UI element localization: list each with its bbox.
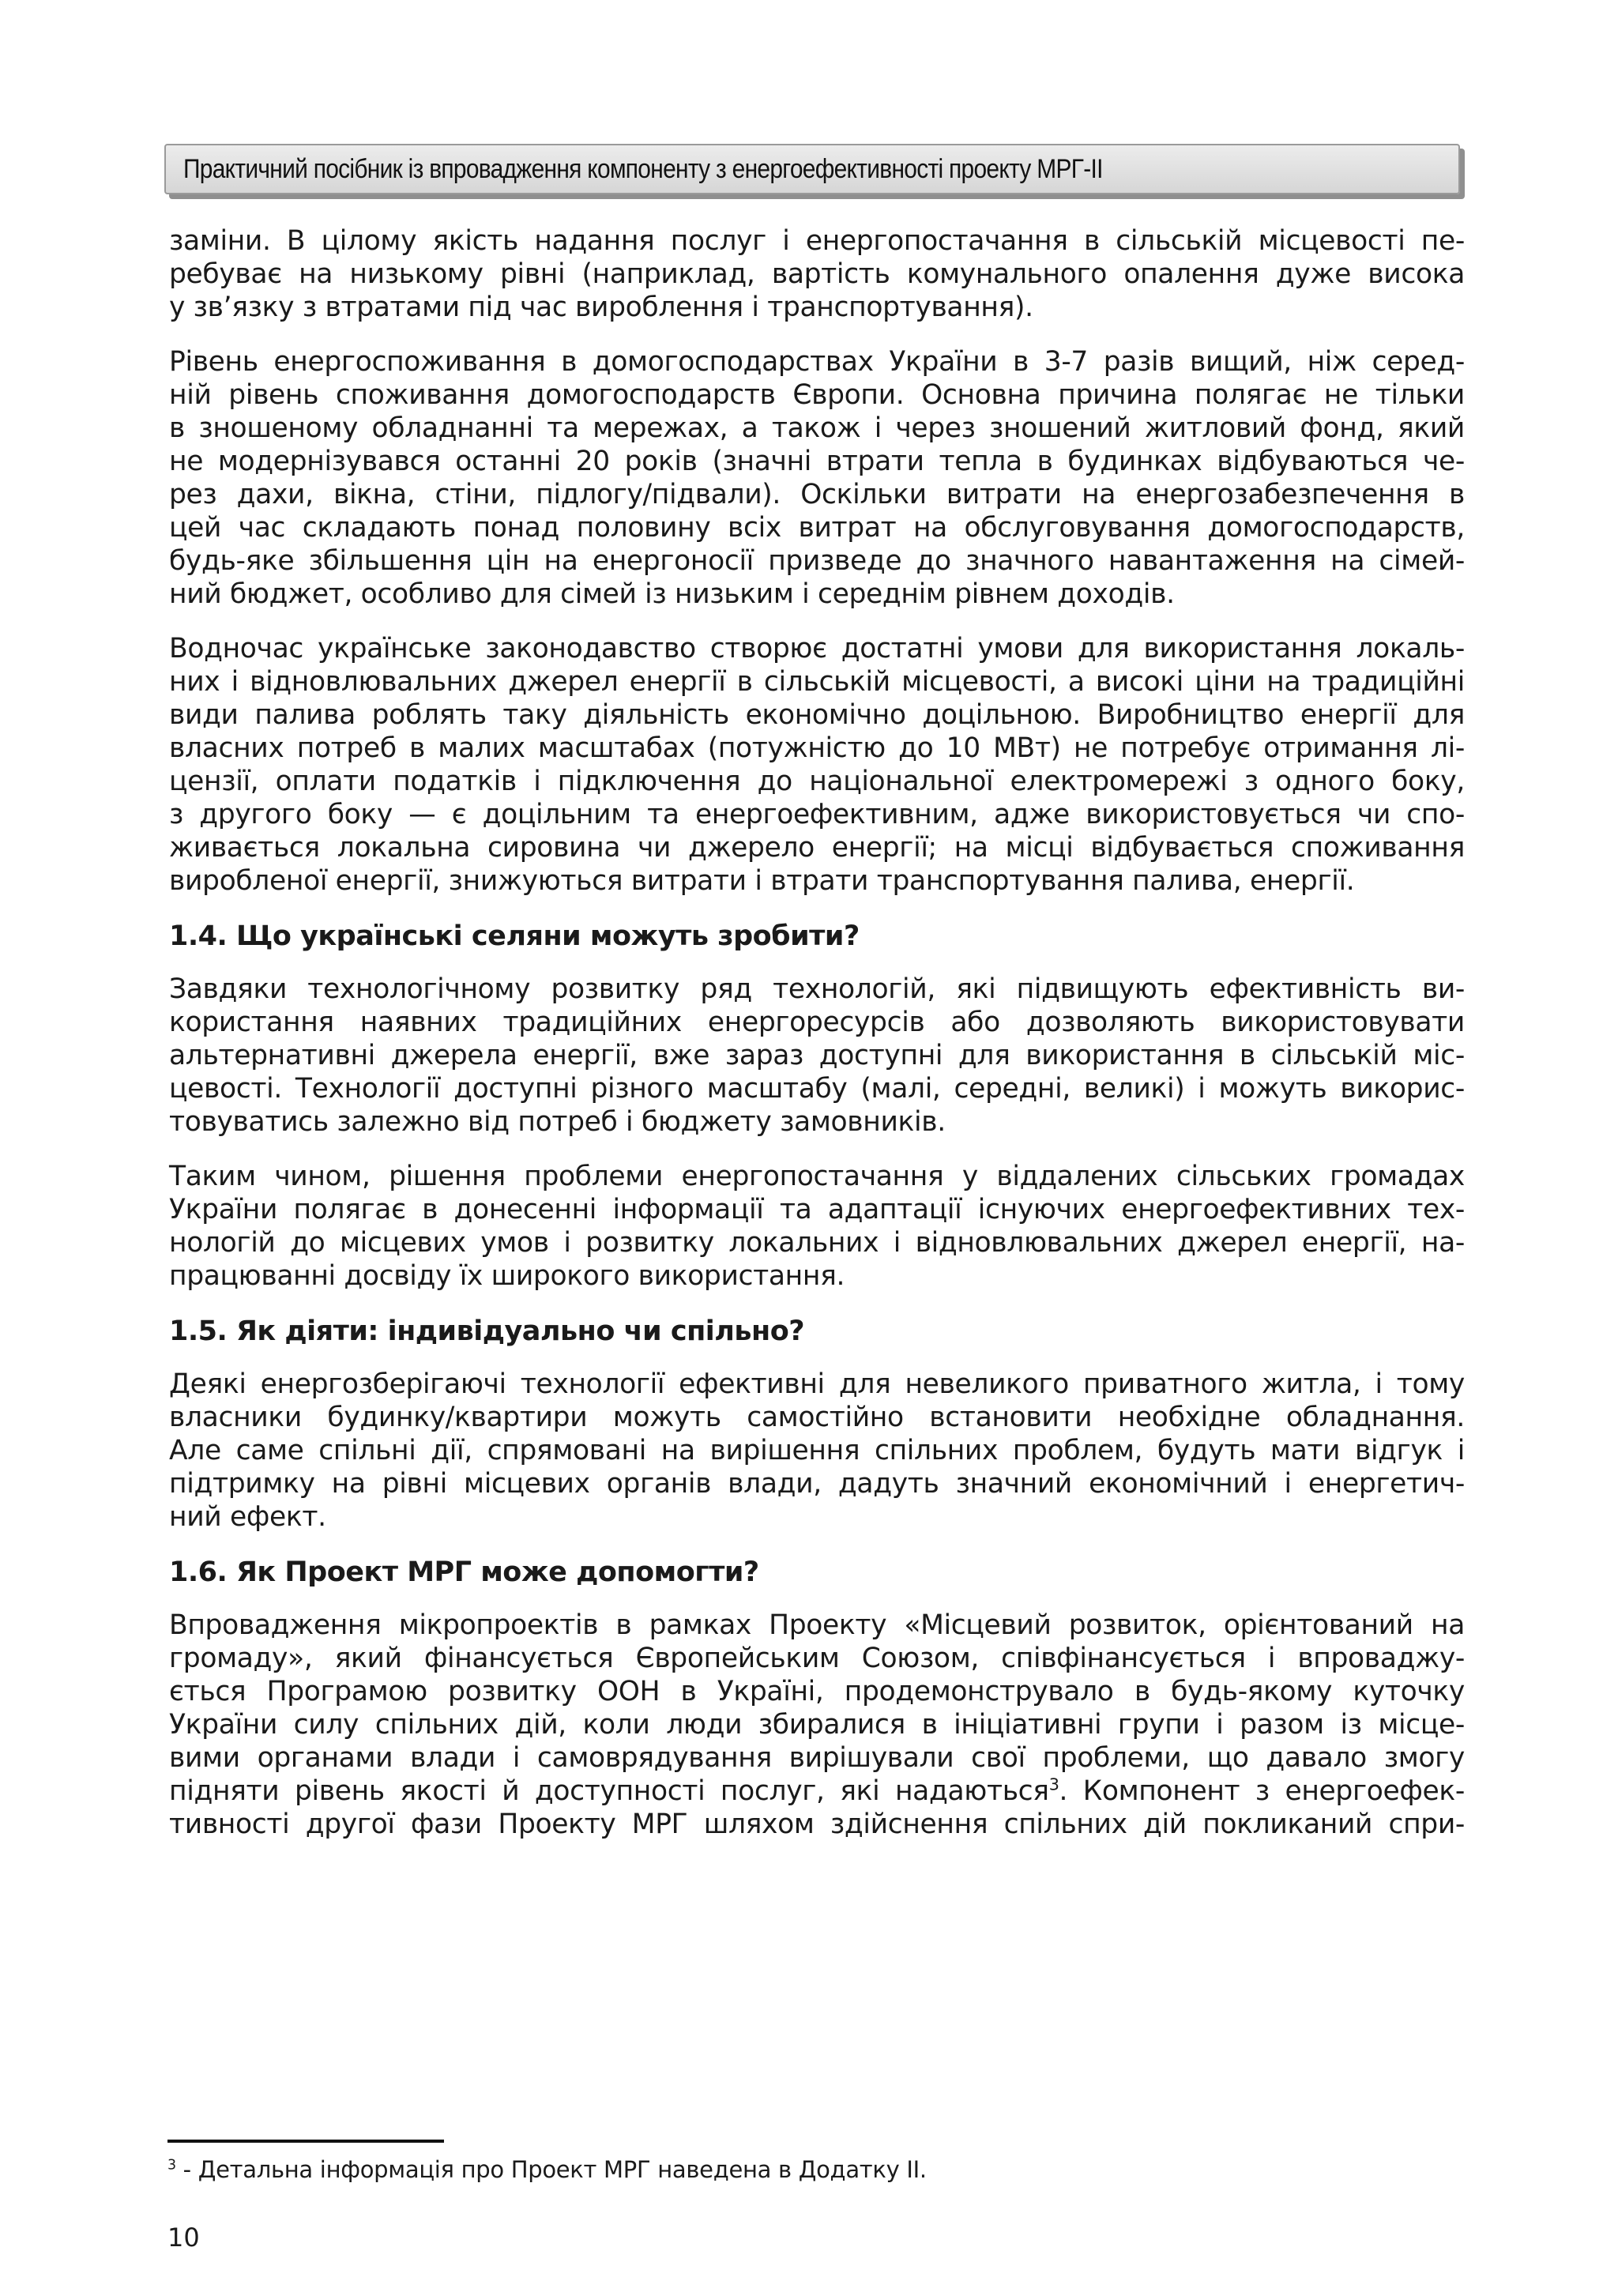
- section-heading-1-6: 1.6. Як Проект МРГ може допомогти?: [169, 1556, 759, 1588]
- text-line: живається локальна сировина чи джерело енергії; на місці відбувається споживання: [169, 832, 1465, 864]
- text-line: будь-яке збільшення цін на енергоносії призведе до значного навантаження на сімей-: [169, 545, 1465, 577]
- text-line: Водночас українське законодавство створює достатні умови для використання локаль-: [169, 633, 1465, 664]
- running-header: [164, 144, 1460, 194]
- text-line: власних потреб в малих масштабах (потужністю до 10 МВт) не потребує отримання лі-: [169, 732, 1465, 764]
- text-line: України полягає в донесенні інформації та адаптації існуючих енергоефективних тех-: [169, 1194, 1465, 1225]
- text-line: Але саме спільні дії, спрямовані на вирішення спільних проблем, будуть мати відгук і: [169, 1435, 1465, 1466]
- paragraph: [169, 1609, 1465, 1841]
- text-line: власники будинку/квартири можуть самостійно встановити необхідне обладнання.: [169, 1402, 1465, 1433]
- paragraph: [169, 224, 1465, 324]
- text-line: Завдяки технологічному розвитку ряд технологій, які підвищують ефективність ви-: [169, 973, 1465, 1005]
- paragraph: [169, 973, 1465, 1139]
- text-fragment: . Компонент з енергоефек-: [1059, 1775, 1465, 1807]
- section-heading-1-5: 1.5. Як діяти: індивідуально чи спільно?: [169, 1315, 805, 1347]
- paragraph: [169, 345, 1465, 611]
- footnote-ref: 3: [1048, 1775, 1059, 1794]
- text-line: тивності другої фази Проекту МРГ шляхом здійснення спільних дій покликаний спри-: [169, 1809, 1465, 1840]
- text-line: цей час складають понад половину всіх витрат на обслуговування домогосподарств,: [169, 512, 1465, 544]
- section-heading-1-4: 1.4. Що українські селяни можуть зробити?: [169, 920, 860, 952]
- text-line: підтримку на рівні місцевих органів влади, дадуть значний економічний і енергетич-: [169, 1468, 1465, 1500]
- text-line: цевості. Технології доступні різного масштабу (малі, середні, великі) і можуть викорис-: [169, 1073, 1465, 1105]
- text-line: ребуває на низькому рівні (наприклад, вартість комунального опалення дуже висока: [169, 258, 1465, 290]
- text-line: Таким чином, рішення проблеми енергопостачання у віддалених сільських громадах: [169, 1161, 1465, 1192]
- text-line: ній рівень споживання домогосподарств Європи. Основна причина полягає не тільки: [169, 379, 1465, 411]
- text-line: не модернізувався останні 20 років (значні втрати тепла в будинках відбуваються че-: [169, 446, 1465, 477]
- paragraph: [169, 1160, 1465, 1293]
- text-line: користання наявних традиційних енергоресурсів або дозволяють використовувати: [169, 1007, 1465, 1038]
- text-line: Впровадження мікропроектів в рамках Проекту «Місцевий розвиток, орієнтований на: [169, 1609, 1465, 1641]
- text-line: [169, 1775, 1465, 1808]
- running-header-title: Практичний посібник із впровадження компоненту з енергоефективності проекту МРГ-ІІ: [183, 153, 1103, 184]
- paragraph: [169, 1368, 1465, 1534]
- text-line: з другого боку — є доцільним та енергоефективним, адже використовується чи спо-: [169, 799, 1465, 830]
- text-line: працюванні досвіду їх широкого використання.: [169, 1260, 845, 1292]
- footnote-marker: 3: [167, 2157, 176, 2174]
- text-line: громаду», який фінансується Європейським Союзом, співфінансується і впроваджу-: [169, 1643, 1465, 1674]
- page-number: 10: [167, 2223, 200, 2253]
- text-line: цензії, оплати податків і підключення до національної електромережі з одного боку,: [169, 766, 1465, 797]
- text-line: заміни. В цілому якість надання послуг і енергопостачання в сільській місцевості пе-: [169, 225, 1465, 257]
- text-line: альтернативні джерела енергії, вже зараз доступні для використання в сільській міс-: [169, 1040, 1465, 1071]
- text-line: Рівень енергоспоживання в домогосподарствах України в 3-7 разів вищий, ніж серед-: [169, 346, 1465, 378]
- text-line: товуватись залежно від потреб і бюджету замовників.: [169, 1106, 946, 1138]
- text-line: ється Програмою розвитку ООН в Україні, продемонструвало в будь-якому куточку: [169, 1676, 1465, 1707]
- text-line: в зношеному обладнанні та мережах, а також і через зношений житловий фонд, який: [169, 412, 1465, 444]
- text-line: виробленої енергії, знижуються витрати і втрати транспортування палива, енергії.: [169, 865, 1355, 897]
- footnote: [167, 2155, 927, 2184]
- text-line: ний бюджет, особливо для сімей із низьким і середнім рівнем доходів.: [169, 578, 1175, 610]
- text-line: вими органами влади і самоврядування вирішували свої проблеми, що давало змогу: [169, 1742, 1465, 1774]
- text-line: них і відновлювальних джерел енергії в сільській місцевості, а високі ціни на традиційні: [169, 666, 1465, 698]
- footnote-text: - Детальна інформація про Проект МРГ наведена в Додатку ІІ.: [175, 2156, 927, 2183]
- text-line: Деякі енергозберігаючі технології ефективні для невеликого приватного житла, і тому: [169, 1368, 1465, 1400]
- text-line: України силу спільних дій, коли люди збиралися в ініціативні групи і разом із місце-: [169, 1709, 1465, 1741]
- text-line: види палива роблять таку діяльність економічно доцільною. Виробництво енергії для: [169, 699, 1465, 731]
- text-line: ний ефект.: [169, 1501, 326, 1533]
- text-line: у зв’язку з втратами під час вироблення і транспортування).: [169, 292, 1033, 323]
- text-line: нологій до місцевих умов і розвитку локальних і відновлювальних джерел енергії, на-: [169, 1227, 1465, 1259]
- text-fragment: підняти рівень якості й доступності послуг, які надаються: [169, 1775, 1049, 1807]
- page-body: [169, 224, 1465, 1862]
- paragraph: [169, 632, 1465, 898]
- text-line: рез дахи, вікна, стіни, підлогу/підвали). Оскільки витрати на енергозабезпечення в: [169, 479, 1465, 510]
- footnote-divider: [167, 2140, 444, 2143]
